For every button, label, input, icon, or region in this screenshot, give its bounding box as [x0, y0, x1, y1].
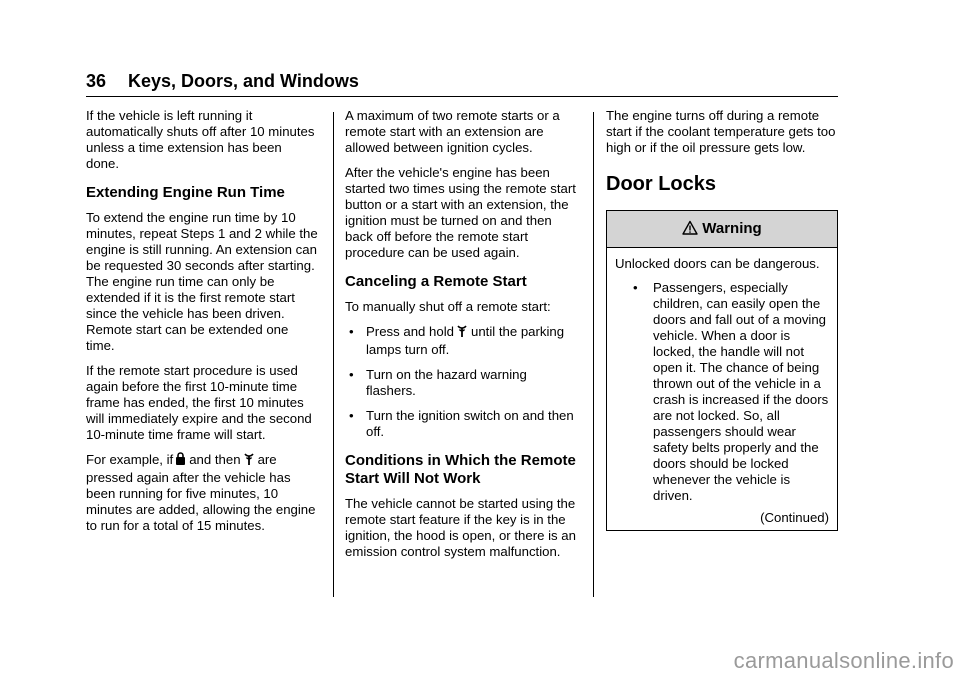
header-rule	[86, 96, 838, 97]
paragraph: A maximum of two remote starts or a remote start with an extension are allowed between ignition cycles.	[345, 108, 560, 155]
paragraph: To extend the engine run time by 10 minutes, repeat Steps 1 and 2 while the engine is still running. An extension can be requested 30 seconds after starting. The engine run time can only be extended if it is the first remote start since the vehicle has been driven. Remote start can be extended one time.	[86, 210, 318, 353]
paragraph: If the remote start procedure is used again before the first 10-minute time frame has ended, the first 10 minutes will immediately expire and the second 10-minute time frame will start.	[86, 363, 312, 442]
text: and then	[189, 452, 241, 467]
warning-box	[606, 210, 838, 531]
text: Turn the ignition switch on and then off.	[366, 408, 574, 439]
warning-header	[607, 211, 837, 248]
column-divider	[333, 112, 334, 597]
paragraph: If the vehicle is left running it automatically shuts off after 10 minutes unless a time extension has been done.	[86, 108, 315, 171]
list-item	[345, 324, 577, 358]
remote-start-icon	[243, 452, 255, 470]
section-heading-extending: Extending Engine Run Time	[86, 184, 285, 201]
page-header	[86, 70, 838, 92]
warning-body	[607, 248, 837, 530]
text: pressed again after the vehicle has been running for five minutes, 10 minutes are added, allowing the engine to run for a total of 15 minutes.	[86, 470, 316, 533]
text: are	[257, 452, 277, 467]
text: For example, if	[86, 452, 174, 467]
bullet-mark: •	[633, 280, 638, 295]
paragraph: The vehicle cannot be started using the remote start feature if the key is in the ignition, the hood is open, or there is an emission control system malfunction.	[345, 496, 576, 559]
column-2	[345, 108, 577, 569]
bullet-mark: •	[349, 324, 354, 339]
list-item	[615, 280, 829, 504]
warning-title: Warning	[702, 220, 762, 237]
section-heading-canceling: Canceling a Remote Start	[345, 273, 527, 290]
column-1	[86, 108, 318, 543]
bullet-mark: •	[349, 367, 354, 382]
warning-lead: Unlocked doors can be dangerous.	[615, 256, 820, 271]
text: Press and hold	[366, 324, 454, 339]
section-heading-conditions: Conditions in Which the Remote Start Will Not Work	[345, 452, 576, 487]
bullet-mark: •	[349, 408, 354, 423]
lock-icon	[175, 452, 186, 470]
paragraph-example	[86, 452, 318, 534]
remote-start-icon	[456, 324, 468, 342]
list-item	[345, 367, 577, 399]
text: Passengers, especially children, can easily open the doors and fall out of a moving vehicle. When a door is locked, the handle will not open it. The chance of being thrown out of the vehicle in a crash is increased if the doors are not locked. So, all passengers should wear safety belts properly and the doors should be locked whenever the vehicle is driven.	[653, 280, 829, 503]
column-3	[606, 108, 838, 531]
paragraph: The engine turns off during a remote start if the coolant temperature gets too high or if the oil pressure gets low.	[606, 108, 836, 155]
paragraph: After the vehicle's engine has been started two times using the remote start button or a start with an extension, the ignition must be turned on and then back off before the remote start procedure can be used again.	[345, 165, 576, 260]
text: Turn on the hazard warning flashers.	[366, 367, 527, 398]
section-heading-door-locks: Door Locks	[606, 173, 717, 195]
list-item	[345, 408, 577, 440]
text: until the parking lamps turn off.	[366, 324, 565, 357]
column-divider	[593, 112, 594, 597]
warning-icon	[682, 220, 698, 239]
paragraph: To manually shut off a remote start:	[345, 299, 551, 314]
page-number: 36	[86, 71, 107, 91]
page-title: Keys, Doors, and Windows	[128, 71, 359, 91]
continued-note: (Continued)	[760, 510, 829, 525]
watermark: carmanualsonline.info	[733, 648, 954, 673]
